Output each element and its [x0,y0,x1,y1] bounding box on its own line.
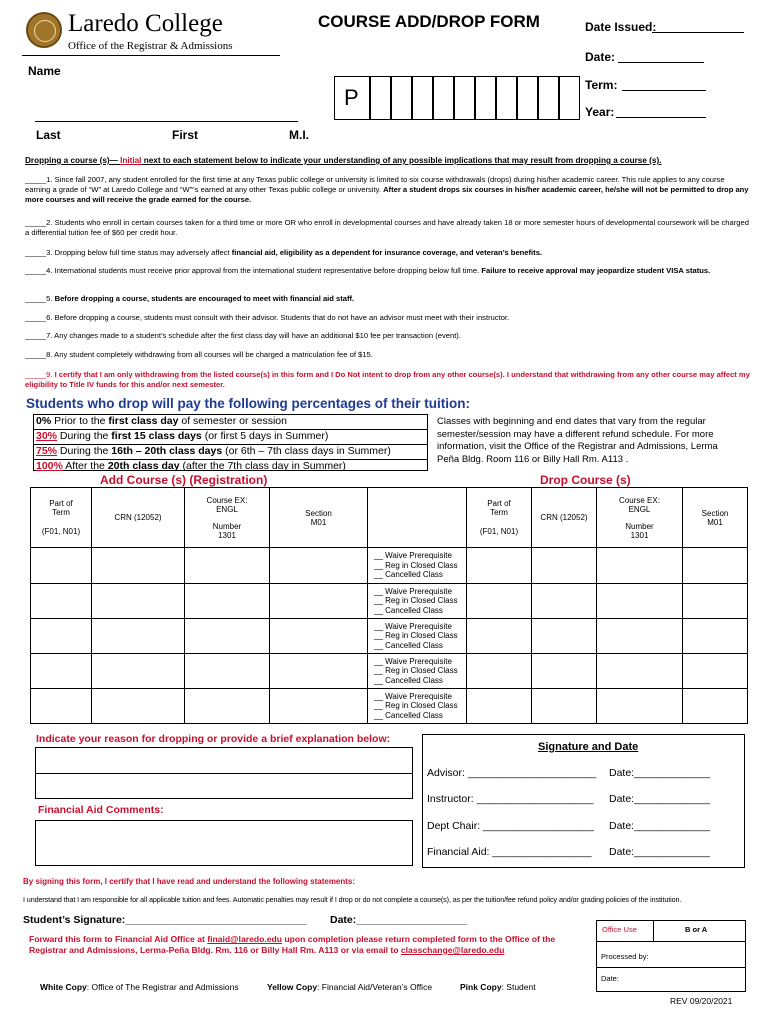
drop-section-cell[interactable] [683,654,748,689]
statement-initial-blank[interactable]: _____ [25,313,47,322]
statement-initial-blank[interactable]: _____ [25,350,47,359]
header-label: Course EX: ENGL [619,495,660,514]
copy-destination: : Student [501,982,536,992]
refund-row [34,460,427,473]
drop-course-title: Drop Course (s) [540,473,631,487]
waive-prerequisite-option[interactable]: __ Waive Prerequisite [374,551,452,561]
drop-intro-part2: next to each statement below to indicate your understanding of any possible implications that may result from dropping a course (s). [141,156,662,165]
refund-text-a: During the [57,445,112,457]
certify-text: I understand that I am responsible for all applicable tuition and fees. Automatic penalties may result if I drop or do not complete a course(s), as per the tuition/fee refund policy and/or grading policies of the institution. [23,895,682,904]
refund-row [34,415,427,430]
signature-box [422,734,745,868]
statement-initial-blank[interactable]: _____ [25,370,47,379]
waive-options[interactable] [368,584,467,619]
add-course-header [185,488,270,548]
statement-number: 8. [46,350,53,359]
name-label: Name [28,64,61,78]
processed-by: Processed by: [601,952,649,961]
statement-text: Since fall 2007, any student enrolled for the first time at any Texas public college or university is limited to six course withdrawals (drops) during his/her academic career. This rule applies to any course earning a grade of “W” at Laredo College and “W”“s earned at any other Texas public college or university. [25,175,725,194]
add-section-cell[interactable] [270,619,368,654]
statement-7 [25,331,750,341]
date-field[interactable] [618,62,704,63]
add-crn-cell[interactable] [92,619,185,654]
cancelled-class-option[interactable]: __ Cancelled Class [374,675,443,685]
reason-line [36,773,412,774]
refund-text-c: (or first 5 days in Summer) [201,430,329,442]
statement-bold: Failure to receive approval may jeopardize student VISA status. [481,266,711,275]
drop-crn-cell[interactable] [532,654,597,689]
drop-part-of-term-cell[interactable] [467,654,532,689]
header-label: Course EX: ENGL [206,495,248,514]
copy-destination: : Financial Aid/Veteran’s Office [317,982,433,992]
statement-number: 9. [46,370,53,379]
header-label: Section M01 [701,508,729,527]
b-or-a: B or A [685,925,708,934]
waive-prerequisite-option[interactable]: __ Waive Prerequisite [374,656,452,666]
add-section-cell[interactable] [270,548,368,584]
refund-text-b: first class day [108,415,179,427]
signature-label: Advisor: ______________________ [427,767,597,779]
add-section-header [270,488,368,548]
student-id-digit-10[interactable] [559,76,580,120]
drop-course-header [597,488,683,548]
course-row [31,689,748,724]
statement-initial-blank[interactable]: _____ [25,248,47,257]
drop-crn-cell[interactable] [532,619,597,654]
statement-number: 6. [46,313,53,322]
copy-name: White Copy [40,982,87,992]
reg-closed-class-option[interactable]: __ Reg in Closed Class [374,701,458,711]
statement-4 [25,266,750,276]
signature-date: Date:_____________ [609,846,711,858]
refund-row [34,430,427,445]
forward-text-b: upon completion please return completed form to the Office of the Registrar and Admissions, Lerma-Peña Bldg. Rm. 116 or Billy Hall Rm. A113 or via email to [29,934,556,955]
refund-text-c: (after the 7th class day in Summer) [179,460,346,472]
statement-text: Before dropping a course, students must consult with their advisor. Students that do not have an advisor must meet with their instructor. [52,313,510,322]
course-row [31,548,748,584]
form-title: COURSE ADD/DROP FORM [318,12,540,31]
header-label: Section M01 [305,508,332,527]
year-label: Year: [585,105,615,119]
copy-pink [460,982,536,992]
waive-options[interactable] [368,654,467,689]
statement-text: International students must receive prior approval from the international student representative before dropping below full time. [52,266,482,275]
college-name: Laredo College [68,10,223,37]
refund-text-b: first 15 class days [111,430,202,442]
copy-white [40,982,239,992]
last-label: Last [36,128,61,142]
forward-instructions [29,934,584,956]
header-sublabel: (F01, N01) [479,527,519,536]
signature-title: Signature and Date [538,741,639,753]
add-course-cell[interactable] [185,584,270,619]
drop-part-of-term-header [467,488,532,548]
classchange-email-link[interactable]: classchange@laredo.edu [400,945,505,955]
student-id-digit-7[interactable] [496,76,517,120]
signature-row-advisor[interactable] [427,767,739,779]
statement-8 [25,350,750,360]
drop-section-cell[interactable] [683,584,748,619]
office-use-date: Date: [601,974,619,983]
statement-number: 3. [46,248,53,257]
statement-number: 1. [46,175,53,184]
signature-date: Date:_____________ [609,767,711,779]
add-course-cell[interactable] [185,654,270,689]
statement-2 [25,218,750,238]
statement-3 [25,248,750,258]
year-field[interactable] [616,117,706,118]
refund-pct: 30% [36,430,58,442]
cancelled-class-option[interactable]: __ Cancelled Class [374,640,443,650]
date-label: Date: [585,50,616,64]
statement-initial-blank[interactable]: _____ [25,218,47,227]
copy-name: Pink Copy [460,982,502,992]
refund-row [34,445,427,460]
signature-row-financial-aid[interactable] [427,846,739,858]
add-course-cell[interactable] [185,548,270,584]
statement-text: Dropping below full time status may adversely affect [52,248,232,257]
student-id-digit-1[interactable] [370,76,391,120]
reg-closed-class-option[interactable]: __ Reg in Closed Class [374,560,458,570]
statement-initial-blank[interactable]: _____ [25,294,47,303]
signature-date: Date:_____________ [609,793,711,805]
refund-pct: 0% [36,415,52,427]
add-crn-cell[interactable] [92,548,185,584]
add-crn-cell[interactable] [92,584,185,619]
signature-label: Instructor: ____________________ [427,793,594,805]
add-crn-cell[interactable] [92,654,185,689]
course-row [31,584,748,619]
drop-section-header [683,488,748,548]
course-row [31,619,748,654]
statement-6 [25,313,750,323]
signature-row-dept-chair[interactable] [427,820,739,832]
waive-options[interactable] [368,548,467,584]
reg-closed-class-option[interactable]: __ Reg in Closed Class [374,631,458,641]
header-rule [22,55,280,56]
add-part-of-term-cell[interactable] [31,654,92,689]
cancelled-class-option[interactable]: __ Cancelled Class [374,605,443,615]
statement-bold: After a student drops six courses in his/her academic career, he/she will not be permitted to drop any more courses and will receive the grade earned for the course. [25,185,749,204]
office-use-label: Office Use [602,925,637,934]
refund-note: Classes with beginning and end dates that vary from the regular semester/session may have a different refund schedule. For more information, visit the Office of the Registrar and Admissions, Lerma Peña Bldg. Room 116 or Billy Hall Rm. A113 . [437,416,718,465]
reason-box[interactable] [35,747,413,799]
statement-9 [25,370,750,390]
add-course-cell[interactable] [185,689,270,724]
statement-number: 2. [46,218,53,227]
waive-prerequisite-option[interactable]: __ Waive Prerequisite [374,621,452,631]
student-id-digit-8[interactable] [517,76,538,120]
student-id-digit-2[interactable] [391,76,412,120]
refund-pct: 75% [36,445,58,457]
statement-text: Any student completely withdrawing from all courses will be charged a matriculation fee of $15. [52,350,373,359]
refund-pct: 100% [36,460,63,472]
college-seal-icon [26,12,62,48]
reg-closed-class-option[interactable]: __ Reg in Closed Class [374,596,458,606]
statement-initial-blank[interactable]: _____ [25,175,47,184]
cancelled-class-option[interactable]: __ Cancelled Class [374,570,443,580]
office-use-box [596,920,746,992]
header-label: Part of Term [49,499,73,517]
drop-part-of-term-cell[interactable] [467,689,532,724]
add-part-of-term-cell[interactable] [31,619,92,654]
student-id-digit-5[interactable] [454,76,475,120]
drop-course-cell[interactable] [597,548,683,584]
drop-part-of-term-cell[interactable] [467,584,532,619]
statement-bold: Before dropping a course, students are encouraged to meet with financial aid staff. [52,294,355,303]
header-label: Part of Term [487,499,511,517]
add-part-of-term-header [31,488,92,548]
drop-course-cell[interactable] [597,619,683,654]
waive-header [368,488,467,548]
refund-text-a: Prior to the [51,415,109,427]
student-id-digit-6[interactable] [475,76,496,120]
statement-number: 5. [46,294,53,303]
drop-intro-part1: Dropping a course (s)— [25,156,121,165]
signature-label: Financial Aid: _________________ [427,846,592,858]
statement-text: Any changes made to a student’s schedule after the first class day will have an additional $10 fee per transaction (event). [52,331,461,340]
drop-crn-cell[interactable] [532,548,597,584]
statement-number: 4. [46,266,53,275]
refund-text-a: During the [57,430,112,442]
financial-aid-comments-label: Financial Aid Comments: [38,804,164,816]
statement-5 [25,294,750,304]
add-course-title: Add Course (s) (Registration) [100,473,268,487]
refund-schedule [33,414,428,471]
refund-heading: Students who drop will pay the following percentages of their tuition: [26,396,471,411]
student-id-digit-3[interactable] [412,76,433,120]
term-field[interactable] [622,90,706,91]
drop-part-of-term-cell[interactable] [467,619,532,654]
drop-part-of-term-cell[interactable] [467,548,532,584]
add-part-of-term-cell[interactable] [31,584,92,619]
date-issued-field[interactable] [652,32,744,33]
statement-bold: financial aid, eligibility as a dependent for insurance coverage, and veteran’s benefits. [231,248,543,257]
reg-closed-class-option[interactable]: __ Reg in Closed Class [374,666,458,676]
finaid-email-link[interactable]: finaid@laredo.edu [207,934,283,944]
statement-number: 7. [46,331,53,340]
header-sublabel: Number 1301 [625,521,654,540]
drop-intro-initial: Initial [120,156,142,165]
refund-text-b: 20th class day [107,460,180,472]
statement-bold: I certify that I am only withdrawing from the listed course(s) in this form and I Do Not intent to drop from any other course(s). I understand that withdrawing from any other course may affect my eligibility to Title IV funds for this and/or next semester. [25,370,750,389]
drop-crn-cell[interactable] [532,689,597,724]
student-id-prefix: P [344,85,359,110]
statement-initial-blank[interactable]: _____ [25,331,47,340]
add-section-cell[interactable] [270,654,368,689]
statement-text: Students who enroll in certain courses taken for a third time or more OR who enroll in developmental courses and have already taken 18 or more semester hours of developmental coursework will be charged a differential tuition fee of $60 per credit hour. [25,218,749,237]
refund-text-a: After the [62,460,108,472]
date-issued-label: Date Issued: [585,20,657,34]
drop-section-cell[interactable] [683,689,748,724]
add-part-of-term-cell[interactable] [31,548,92,584]
drop-course-cell[interactable] [597,584,683,619]
drop-course-cell[interactable] [597,654,683,689]
certify-heading: By signing this form, I certify that I have read and understand the following statements: [23,877,356,886]
add-course-cell[interactable] [185,619,270,654]
copy-yellow [267,982,432,992]
drop-section-cell[interactable] [683,619,748,654]
student-id-digit-9[interactable] [538,76,559,120]
financial-aid-comments-box[interactable] [35,820,413,866]
course-table [30,487,748,724]
reason-label: Indicate your reason for dropping or provide a brief explanation below: [36,733,391,745]
statement-initial-blank[interactable]: _____ [25,266,47,275]
drop-course-cell[interactable] [597,689,683,724]
drop-crn-header: CRN (12052) [532,488,597,548]
waive-prerequisite-option[interactable]: __ Waive Prerequisite [374,691,452,701]
drop-intro [25,156,755,165]
student-id-digit-4[interactable] [433,76,454,120]
student-signature[interactable]: Student’s Signature:_______________________________ [23,914,307,926]
cancelled-class-option[interactable]: __ Cancelled Class [374,710,443,720]
drop-crn-cell[interactable] [532,584,597,619]
waive-options[interactable] [368,619,467,654]
statement-1 [25,175,750,205]
add-section-cell[interactable] [270,584,368,619]
student-date[interactable]: Date:___________________ [330,914,468,926]
term-label: Term: [585,78,618,92]
refund-text-c: of semester or session [178,415,287,427]
header-sublabel: (F01, N01) [41,527,81,536]
waive-prerequisite-option[interactable]: __ Waive Prerequisite [374,586,452,596]
first-label: First [172,128,199,142]
office-use-divider-2 [597,967,745,968]
add-section-cell[interactable] [270,689,368,724]
waive-options[interactable] [368,689,467,724]
add-crn-header: CRN (12052) [92,488,185,548]
header-sublabel: Number 1301 [212,521,242,540]
student-id-prefix-box [334,76,370,120]
copy-destination: : Office of The Registrar and Admissions [86,982,239,992]
signature-date: Date:_____________ [609,820,711,832]
signature-label: Dept Chair: ___________________ [427,820,594,832]
copy-name: Yellow Copy [267,982,318,992]
forward-text-a: Forward this form to Financial Aid Office at [29,934,208,944]
office-use-divider-1 [597,941,745,942]
office-name: Office of the Registrar & Admissions [68,40,233,52]
add-crn-cell[interactable] [92,689,185,724]
mi-label: M.I. [289,128,309,142]
refund-text-c: (or 6th – 7th class days in Summer) [222,445,391,457]
add-part-of-term-cell[interactable] [31,689,92,724]
drop-section-cell[interactable] [683,548,748,584]
name-field[interactable] [35,121,298,122]
course-row [31,654,748,689]
revision: REV 09/20/2021 [670,996,733,1006]
refund-text-b: 16th – 20th class days [111,445,223,457]
office-use-divider-v [653,921,654,941]
signature-row-instructor[interactable] [427,793,739,805]
